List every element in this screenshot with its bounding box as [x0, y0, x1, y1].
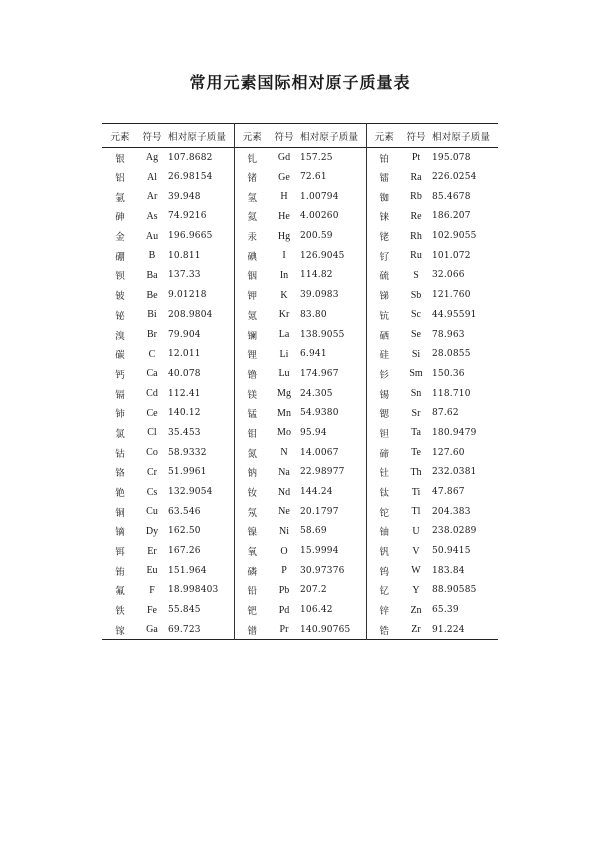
- element-symbol: I: [282, 250, 286, 262]
- table-row: [102, 266, 498, 286]
- element-name: 氪: [247, 310, 257, 322]
- element-mass: 101.072: [432, 250, 471, 261]
- element-name: 钆: [247, 153, 257, 165]
- element-name: 铜: [115, 507, 125, 519]
- atomic-mass-table: [102, 123, 498, 640]
- element-name: 铒: [115, 547, 125, 559]
- element-mass: 195.078: [432, 152, 471, 163]
- table-row: [102, 226, 498, 246]
- element-name: 金: [115, 232, 125, 244]
- element-mass: 40.078: [166, 364, 234, 384]
- element-symbol: Mo: [277, 427, 291, 439]
- element-name: 镍: [247, 527, 257, 539]
- element-mass: 196.9665: [166, 226, 234, 246]
- element-mass: 102.9055: [432, 231, 477, 242]
- element-mass: 200.59: [298, 226, 366, 246]
- element-symbol: Pr: [279, 624, 289, 636]
- element-symbol: Hg: [277, 230, 291, 242]
- element-symbol: Ba: [146, 269, 158, 281]
- element-symbol: Te: [411, 447, 421, 459]
- element-name: 铊: [379, 507, 389, 519]
- element-name: 铯: [115, 488, 125, 500]
- element-symbol: Zr: [411, 624, 421, 636]
- element-name: 铀: [379, 527, 389, 539]
- element-symbol: Br: [147, 329, 157, 341]
- element-symbol: Pb: [278, 584, 290, 596]
- table-row: [102, 482, 498, 502]
- element-mass: 55.845: [166, 600, 234, 620]
- element-symbol: He: [278, 210, 290, 222]
- element-mass: 137.33: [166, 266, 234, 286]
- element-name: 钌: [379, 251, 389, 263]
- element-mass: 83.80: [298, 305, 366, 325]
- element-name: 钐: [379, 369, 389, 381]
- element-symbol: Cl: [147, 427, 157, 439]
- element-name: 锰: [247, 409, 257, 421]
- element-mass: 150.36: [432, 368, 465, 379]
- header-symbol: 符号: [274, 132, 294, 143]
- table-row: [102, 285, 498, 305]
- element-mass: 95.94: [298, 423, 366, 443]
- element-mass: 140.12: [166, 403, 234, 423]
- element-symbol: Ra: [410, 171, 422, 183]
- element-mass: 207.2: [298, 581, 366, 601]
- element-name: 氯: [115, 428, 125, 440]
- element-symbol: Sc: [411, 309, 421, 321]
- element-name: 铕: [115, 566, 125, 578]
- element-mass: 32.066: [432, 270, 465, 281]
- element-name: 钇: [379, 586, 389, 598]
- element-symbol: V: [412, 545, 420, 557]
- element-symbol: Mg: [277, 388, 291, 400]
- element-mass: 51.9961: [166, 463, 234, 483]
- element-symbol: Ru: [410, 250, 422, 262]
- element-mass: 58.69: [298, 522, 366, 542]
- element-name: 氢: [247, 192, 257, 204]
- element-mass: 91.224: [432, 624, 465, 635]
- element-symbol: Si: [411, 348, 421, 360]
- element-name: 铂: [379, 153, 389, 165]
- element-name: 钽: [379, 428, 389, 440]
- element-symbol: Sb: [410, 289, 422, 301]
- element-name: 钕: [247, 488, 257, 500]
- element-name: 铋: [115, 310, 125, 322]
- header-symbol: 符号: [142, 132, 162, 143]
- element-symbol: Ca: [146, 368, 158, 380]
- element-symbol: C: [148, 348, 156, 360]
- element-symbol: Gd: [277, 152, 291, 164]
- element-symbol: H: [280, 191, 288, 203]
- element-mass: 65.39: [432, 605, 459, 616]
- table-body: [102, 148, 498, 640]
- element-symbol: Zn: [410, 604, 422, 616]
- element-symbol: N: [280, 447, 288, 459]
- element-name: 钛: [379, 488, 389, 500]
- element-symbol: Ne: [278, 506, 290, 518]
- header-element: 元素: [374, 131, 394, 143]
- table-row: [102, 522, 498, 542]
- table-row: [102, 423, 498, 443]
- element-name: 镓: [115, 625, 125, 637]
- table-row: [102, 148, 498, 168]
- element-symbol: Nd: [277, 486, 291, 498]
- element-name: 氦: [247, 212, 257, 224]
- element-name: 镧: [247, 330, 257, 342]
- element-symbol: Ti: [411, 486, 421, 498]
- table-row: [102, 305, 498, 325]
- element-symbol: P: [281, 565, 287, 577]
- element-mass: 226.0254: [432, 172, 477, 183]
- element-mass: 144.24: [298, 482, 366, 502]
- element-name: 磷: [247, 566, 257, 578]
- table-row: [102, 384, 498, 404]
- table-row: [102, 463, 498, 483]
- element-symbol: Ce: [146, 407, 158, 419]
- element-name: 铷: [379, 192, 389, 204]
- element-symbol: Rh: [410, 230, 422, 242]
- element-symbol: B: [148, 250, 156, 262]
- element-symbol: F: [149, 584, 155, 596]
- element-name: 钍: [379, 468, 389, 480]
- element-name: 钡: [115, 271, 125, 283]
- element-symbol: Bi: [147, 309, 157, 321]
- table-row: [102, 364, 498, 384]
- element-mass: 74.9216: [166, 207, 234, 227]
- element-symbol: Sr: [411, 407, 421, 419]
- element-mass: 114.82: [298, 266, 366, 286]
- header-mass: 相对原子质量: [298, 124, 366, 148]
- element-name: 铅: [247, 586, 257, 598]
- element-mass: 35.453: [166, 423, 234, 443]
- element-symbol: Mn: [277, 407, 291, 419]
- element-mass: 106.42: [298, 600, 366, 620]
- element-name: 镨: [247, 625, 257, 637]
- element-name: 氩: [115, 192, 125, 204]
- element-mass: 44.95591: [432, 309, 477, 320]
- element-name: 铁: [115, 606, 125, 618]
- element-mass: 4.00260: [298, 207, 366, 227]
- element-mass: 30.97376: [298, 561, 366, 581]
- element-symbol: Lu: [278, 368, 290, 380]
- element-mass: 1.00794: [298, 187, 366, 207]
- element-mass: 127.60: [432, 447, 465, 458]
- element-mass: 47.867: [432, 487, 465, 498]
- element-mass: 87.62: [432, 408, 459, 419]
- element-name: 氧: [247, 547, 257, 559]
- page-title: 常用元素国际相对原子质量表: [189, 73, 411, 92]
- header-mass: 相对原子质量: [166, 124, 234, 148]
- element-mass: 50.9415: [432, 546, 471, 557]
- header-mass: 相对原子质量: [432, 131, 491, 143]
- element-mass: 24.305: [298, 384, 366, 404]
- element-symbol: Re: [410, 210, 422, 222]
- element-mass: 232.0381: [432, 467, 477, 478]
- element-mass: 12.011: [166, 344, 234, 364]
- element-name: 硫: [379, 271, 389, 283]
- element-symbol: Pd: [278, 604, 290, 616]
- element-mass: 118.710: [432, 388, 471, 399]
- element-name: 氮: [247, 448, 257, 460]
- table-row: [102, 561, 498, 581]
- element-mass: 88.90585: [432, 585, 477, 596]
- element-mass: 10.811: [166, 246, 234, 266]
- element-mass: 14.0067: [298, 443, 366, 463]
- element-name: 镥: [247, 369, 257, 381]
- element-symbol: Sn: [410, 388, 422, 400]
- element-name: 镉: [115, 389, 125, 401]
- element-symbol: Pt: [411, 152, 421, 164]
- element-mass: 22.98977: [298, 463, 366, 483]
- element-symbol: Al: [147, 171, 157, 183]
- element-symbol: Tl: [411, 506, 421, 518]
- element-symbol: Ar: [146, 191, 158, 203]
- element-symbol: S: [413, 269, 419, 281]
- element-mass: 157.25: [298, 148, 366, 168]
- element-mass: 186.207: [432, 211, 471, 222]
- element-name: 铑: [379, 232, 389, 244]
- table-row: [102, 600, 498, 620]
- element-mass: 162.50: [166, 522, 234, 542]
- element-name: 钙: [115, 369, 125, 381]
- header-symbol: 符号: [406, 132, 426, 143]
- element-symbol: Cr: [147, 466, 157, 478]
- element-symbol: Ga: [146, 624, 158, 636]
- element-symbol: Au: [145, 230, 159, 242]
- element-symbol: Co: [146, 447, 158, 459]
- element-name: 汞: [247, 232, 257, 244]
- element-symbol: Ta: [411, 427, 421, 439]
- element-name: 锂: [247, 350, 257, 362]
- element-name: 锑: [379, 291, 389, 303]
- element-mass: 167.26: [166, 541, 234, 561]
- element-symbol: O: [280, 545, 288, 557]
- element-mass: 138.9055: [298, 325, 366, 345]
- element-name: 镝: [115, 527, 125, 539]
- element-name: 硼: [115, 251, 125, 263]
- element-name: 锆: [379, 625, 389, 637]
- element-symbol: Be: [146, 289, 158, 301]
- element-mass: 183.84: [432, 565, 465, 576]
- element-symbol: In: [279, 269, 289, 281]
- element-symbol: Se: [411, 329, 421, 341]
- element-mass: 26.98154: [166, 167, 234, 187]
- element-name: 钴: [115, 448, 125, 460]
- element-name: 钼: [247, 428, 257, 440]
- element-symbol: Kr: [278, 309, 290, 321]
- element-name: 溴: [115, 330, 125, 342]
- element-name: 氖: [247, 507, 257, 519]
- element-name: 铟: [247, 271, 257, 283]
- header-element: 元素: [242, 131, 262, 143]
- table-header-row: [102, 124, 498, 148]
- element-name: 钯: [247, 606, 257, 618]
- element-mass: 112.41: [166, 384, 234, 404]
- element-symbol: Fe: [147, 604, 157, 616]
- element-symbol: U: [412, 525, 420, 537]
- element-name: 钪: [379, 310, 389, 322]
- table-row: [102, 403, 498, 423]
- table-row: [102, 187, 498, 207]
- table-row: [102, 207, 498, 227]
- element-name: 氟: [115, 586, 125, 598]
- element-name: 钠: [247, 468, 257, 480]
- table-row: [102, 246, 498, 266]
- element-name: 硅: [379, 350, 389, 362]
- element-name: 碳: [115, 350, 125, 362]
- element-name: 镁: [247, 389, 257, 401]
- element-mass: 72.61: [298, 167, 366, 187]
- table-row: [102, 581, 498, 601]
- table-row: [102, 167, 498, 187]
- element-name: 银: [115, 153, 125, 165]
- element-mass: 121.760: [432, 290, 471, 301]
- element-symbol: Ag: [145, 152, 159, 164]
- element-symbol: W: [411, 565, 421, 577]
- table-row: [102, 443, 498, 463]
- table-row: [102, 344, 498, 364]
- element-symbol: Ni: [279, 525, 289, 537]
- element-symbol: Th: [410, 466, 422, 478]
- element-mass: 78.963: [432, 329, 465, 340]
- table-row: [102, 325, 498, 345]
- element-mass: 18.998403: [166, 581, 234, 601]
- element-mass: 15.9994: [298, 541, 366, 561]
- element-mass: 69.723: [166, 620, 234, 640]
- element-name: 铼: [379, 212, 389, 224]
- element-name: 砷: [115, 212, 125, 224]
- element-name: 铬: [115, 468, 125, 480]
- element-symbol: Cd: [146, 388, 158, 400]
- element-symbol: Eu: [146, 565, 158, 577]
- element-name: 碘: [247, 251, 257, 263]
- element-mass: 20.1797: [298, 502, 366, 522]
- element-mass: 39.948: [166, 187, 234, 207]
- element-mass: 39.0983: [298, 285, 366, 305]
- element-name: 锗: [247, 173, 257, 185]
- element-mass: 132.9054: [166, 482, 234, 502]
- element-symbol: Cs: [146, 486, 158, 498]
- element-mass: 54.9380: [298, 403, 366, 423]
- element-mass: 208.9804: [166, 305, 234, 325]
- element-symbol: Y: [412, 584, 420, 596]
- element-name: 镭: [379, 173, 389, 185]
- element-mass: 174.967: [298, 364, 366, 384]
- element-name: 铍: [115, 291, 125, 303]
- element-name: 钾: [247, 291, 257, 303]
- element-symbol: Li: [279, 348, 289, 360]
- element-name: 碲: [379, 448, 389, 460]
- element-symbol: La: [278, 329, 290, 341]
- element-mass: 58.9332: [166, 443, 234, 463]
- element-symbol: K: [280, 289, 288, 301]
- element-mass: 126.9045: [298, 246, 366, 266]
- element-name: 铈: [115, 409, 125, 421]
- table-row: [102, 620, 498, 640]
- element-name: 硒: [379, 330, 389, 342]
- table-row: [102, 502, 498, 522]
- element-name: 锌: [379, 606, 389, 618]
- element-mass: 140.90765: [298, 620, 366, 640]
- element-mass: 151.964: [166, 561, 234, 581]
- element-symbol: Cu: [146, 506, 158, 518]
- element-name: 锡: [379, 389, 389, 401]
- element-name: 钨: [379, 566, 389, 578]
- element-symbol: Na: [278, 466, 290, 478]
- element-mass: 204.383: [432, 506, 471, 517]
- element-symbol: Er: [147, 545, 157, 557]
- element-name: 锶: [379, 409, 389, 421]
- element-mass: 79.904: [166, 325, 234, 345]
- element-mass: 9.01218: [166, 285, 234, 305]
- element-symbol: Rb: [410, 191, 422, 203]
- element-name: 钒: [379, 547, 389, 559]
- header-element: 元素: [110, 131, 130, 143]
- table-row: [102, 541, 498, 561]
- element-mass: 180.9479: [432, 427, 477, 438]
- element-name: 铝: [115, 173, 125, 185]
- element-mass: 6.941: [298, 344, 366, 364]
- element-mass: 63.546: [166, 502, 234, 522]
- element-mass: 107.8682: [166, 148, 234, 168]
- element-mass: 85.4678: [432, 191, 471, 202]
- element-symbol: Dy: [145, 525, 159, 537]
- element-symbol: Sm: [409, 368, 423, 380]
- element-mass: 238.0289: [432, 526, 477, 537]
- element-symbol: Ge: [278, 171, 290, 183]
- element-symbol: As: [146, 210, 158, 222]
- element-mass: 28.0855: [432, 349, 471, 360]
